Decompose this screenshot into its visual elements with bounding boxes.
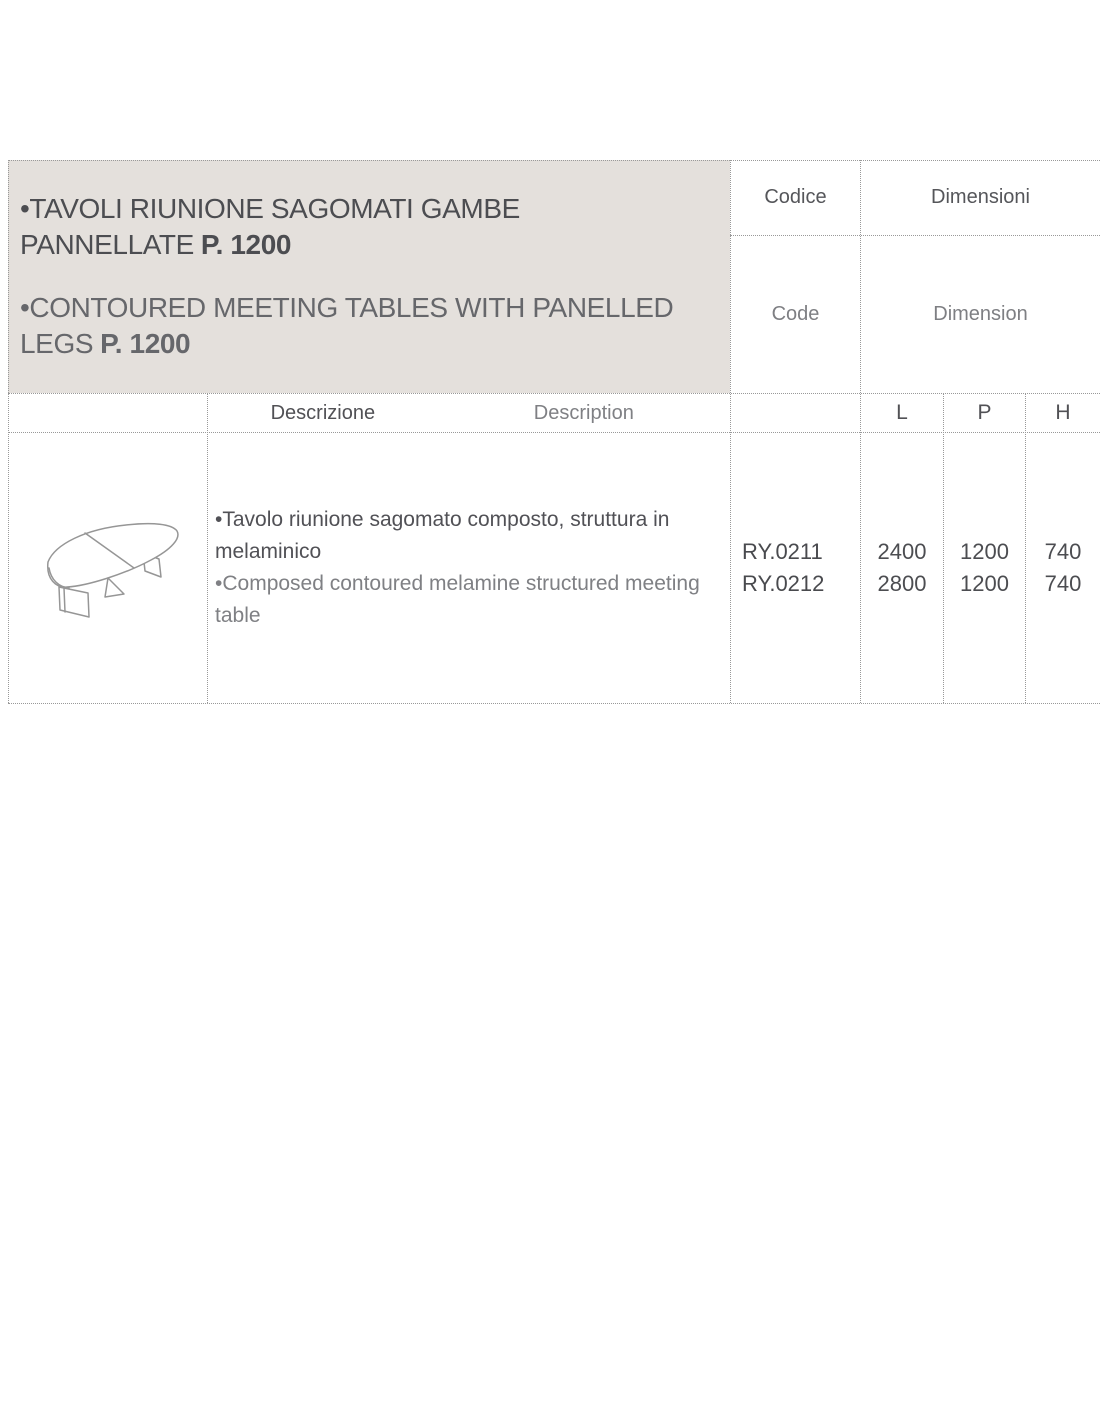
table-leg-left-edge: [64, 588, 65, 612]
descrizione-header: Descrizione: [270, 401, 376, 424]
length-column-header: L: [896, 401, 908, 424]
codice-row-divider: [730, 235, 1100, 236]
title-italian-line2: [20, 227, 720, 263]
title-english-line2: [20, 326, 720, 362]
product-code: RY.0211: [742, 539, 823, 564]
table-top: [48, 524, 178, 587]
description-header: Description: [533, 401, 634, 424]
header-row-divider-top: [8, 393, 1100, 394]
height-values-cell: [1026, 433, 1100, 703]
depth-value: 1200: [960, 539, 1009, 564]
title-english-line2-text: LEGS: [20, 328, 94, 359]
title-codice-divider: [730, 160, 731, 703]
product-code-cell: [731, 433, 860, 703]
length-value: 2400: [877, 539, 927, 564]
title-spacer: [20, 263, 720, 290]
depth-value: 1200: [960, 571, 1009, 596]
l-p-divider: [943, 393, 944, 703]
meeting-table-illustration: [31, 497, 191, 642]
header-row-divider-bottom: [8, 432, 1100, 433]
depth-column-header: P: [977, 401, 992, 424]
p-h-divider: [1025, 393, 1026, 703]
height-value: 740: [1044, 539, 1082, 564]
product-image-cell: [9, 433, 207, 703]
page-title: [20, 191, 720, 362]
dimension-header: Dimension: [933, 302, 1028, 325]
depth-values-cell: [944, 433, 1025, 703]
title-italian-page-ref: P. 1200: [200, 229, 292, 260]
height-column-header: H: [1055, 401, 1071, 424]
product-description-english: •Composed contoured melamine structured meeting table: [215, 572, 700, 627]
codice-dimensioni-divider: [860, 160, 861, 703]
title-italian-line2-text: PANNELLATE: [20, 229, 194, 260]
product-code: RY.0212: [742, 571, 825, 596]
length-values-cell: [861, 433, 943, 703]
length-value: 2800: [877, 571, 927, 596]
code-header: Code: [771, 302, 820, 325]
codice-header: Codice: [764, 186, 827, 208]
title-italian-line1: •TAVOLI RIUNIONE SAGOMATI GAMBE: [20, 193, 520, 224]
image-description-divider: [207, 393, 208, 703]
table-border-left: [8, 160, 9, 703]
title-english-page-ref: P. 1200: [100, 328, 191, 359]
height-value: 740: [1044, 571, 1082, 596]
dimensioni-header: Dimensioni: [931, 186, 1030, 208]
title-english-line1: •CONTOURED MEETING TABLES WITH PANELLED: [20, 292, 674, 323]
table-border-bottom: [8, 703, 1100, 704]
product-description-cell: [215, 433, 726, 703]
product-description-italian: •Tavolo riunione sagomato composto, struttura in melaminico: [215, 508, 670, 563]
description-header-row: [208, 394, 730, 432]
table-border-top: [8, 160, 1100, 161]
table-leg-middle: [105, 578, 124, 597]
